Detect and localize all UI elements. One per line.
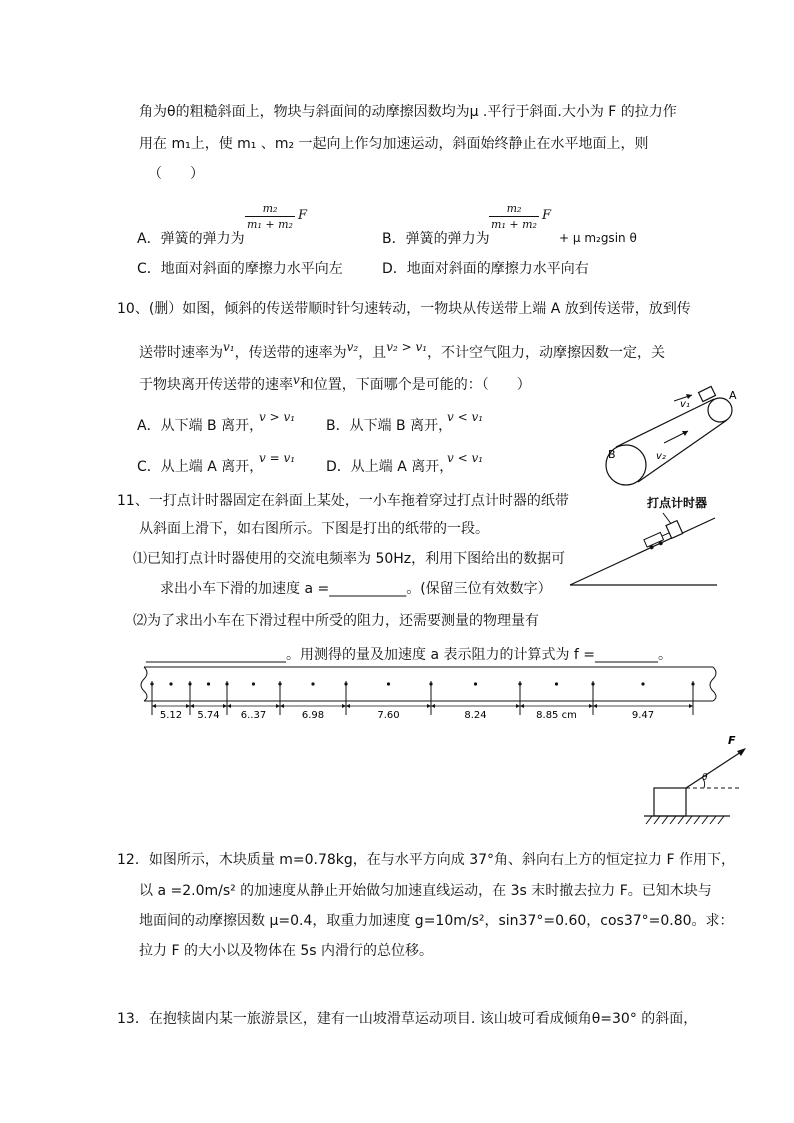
tape-right-edge xyxy=(710,667,716,701)
wooden-block xyxy=(654,788,686,816)
q9-option-d: D．地面对斜面的摩擦力水平向右 xyxy=(382,261,589,277)
segment-length-label: 5.74 xyxy=(197,710,220,721)
paper-tape xyxy=(662,533,669,536)
v2-symbol: v₂ xyxy=(346,340,359,354)
v1-symbol: v₁ xyxy=(223,340,235,354)
segment-arrowhead xyxy=(520,704,524,708)
fraction-numerator: m₂ xyxy=(506,202,522,215)
segment-arrowhead xyxy=(431,704,435,708)
q10-line3: 于物块离开传送带的速率v和位置，下面哪个是可能的：（ ） xyxy=(139,373,531,393)
tape-dot xyxy=(169,682,172,685)
q9-option-a-fraction xyxy=(245,203,295,230)
q12-line4: 拉力 F 的大小以及物体在 5s 内滑行的总位移。 xyxy=(139,943,434,959)
q10-option-a-math: v > v₁ xyxy=(259,410,296,424)
paper-tape-diagram xyxy=(140,665,720,725)
label-v2: v₂ xyxy=(656,451,666,462)
q9-answer-paren: （ ） xyxy=(148,166,204,182)
tape-dot xyxy=(207,682,210,685)
q10-line1: 10、(删）如图，倾斜的传送带顺时针匀速转动，一物块从传送带上端 A 放到传送带，放到传 xyxy=(117,301,691,317)
q11-part1-line2: 求出小车下滑的加速度 a =___________。(保留三位有效数字） xyxy=(160,581,552,597)
tape-dot xyxy=(387,682,390,685)
label-v1: v₁ xyxy=(680,399,690,410)
ground-hatching xyxy=(646,816,724,824)
q11-part1-line1: ⑴已知打点计时器使用的交流电频率为 50Hz，利用下图给出的数据可 xyxy=(133,551,566,567)
q9-option-b-fraction xyxy=(489,203,539,230)
q10-option-a: A．从下端 B 离开， xyxy=(137,418,264,434)
q10-option-d: D．从上端 A 离开， xyxy=(326,459,454,475)
segment-arrowhead xyxy=(276,704,280,708)
segment-arrowhead xyxy=(516,704,520,708)
tape-dot xyxy=(252,682,255,685)
segment-arrowhead xyxy=(689,704,693,708)
incline-timer-diagram xyxy=(565,493,725,593)
segment-arrowhead xyxy=(427,704,431,708)
segment-length-label: 6.98 xyxy=(301,710,325,721)
segment-arrowhead xyxy=(593,704,597,708)
q11-line2: 从斜面上滑下，如右图所示。下图是打出的纸带的一段。 xyxy=(139,521,489,537)
segment-arrowhead xyxy=(280,704,284,708)
fraction-numerator: m₂ xyxy=(262,202,278,215)
tape-dot xyxy=(311,682,314,685)
q9-line2: 用在 m₁上，使 m₁ 、m₂ 一起向上作匀加速运动，斜面始终静止在水平地面上，则 xyxy=(139,136,649,152)
fraction-denominator: m₁ + m₂ xyxy=(491,218,537,231)
segment-arrowhead xyxy=(589,704,593,708)
q9-option-b-extra: + μ m₂gsin θ xyxy=(559,231,637,245)
q9-option-b-force: F xyxy=(542,208,552,223)
segment-length-label: 8.24 xyxy=(464,710,487,721)
segment-length-label: 7.60 xyxy=(377,710,400,721)
q9-option-a-force: F xyxy=(298,208,308,223)
segment-arrowhead xyxy=(186,704,190,708)
label-b: B xyxy=(608,448,616,461)
segment-arrowhead xyxy=(190,704,194,708)
q10-line2: 送带时速率为v₁，传送带的速率为v₂，且v₂ > v₁，不计空气阻力，动摩擦因数一定，关 xyxy=(139,340,666,361)
segment-length-label: 9.47 xyxy=(631,710,655,721)
tape-dot xyxy=(474,682,477,685)
q11-part2-line1: ⑵为了求出小车在下滑过程中所受的阻力，还需要测量的物理量有 xyxy=(133,613,539,629)
force-arrowhead xyxy=(737,748,746,756)
segment-arrowhead xyxy=(152,704,156,708)
q12-line3: 地面间的动摩擦因数 μ=0.4，取重力加速度 g=10m/s²，sin37°=0.60，cos37°=0.80。求： xyxy=(139,913,734,929)
q10-option-c-math: v = v₁ xyxy=(259,451,296,465)
q9-option-a: A．弹簧的弹力为 xyxy=(137,231,245,247)
conveyor-belt-diagram xyxy=(590,385,750,495)
segment-length-label: 8.85 cm xyxy=(536,710,577,721)
tape-dot xyxy=(641,682,644,685)
q11-line1: 11、一打点计时器固定在斜面上某处，一小车拖着穿过打点计时器的纸带 xyxy=(117,493,569,509)
q9-line1: 角为θ的粗糙斜面上，物块与斜面间的动摩擦因数均为μ .平行于斜面.大小为 F 的拉力作 xyxy=(139,104,677,120)
block-force-diagram xyxy=(640,732,760,832)
tape-dot xyxy=(555,682,558,685)
segment-arrowhead xyxy=(342,704,346,708)
q11-part2-line2: ____________________。用测得的量及加速度 a 表示阻力的计算式为 f =_________。 xyxy=(146,647,673,663)
timer xyxy=(666,521,683,539)
segment-length-label: 6..37 xyxy=(240,710,267,721)
q9-option-c: C．地面对斜面的摩擦力水平向左 xyxy=(137,261,343,277)
incline-slope xyxy=(570,518,715,585)
q9-option-b: B．弹簧的弹力为 xyxy=(382,231,490,247)
timer-label: 打点计时器 xyxy=(647,496,708,510)
q10-option-b: B．从下端 B 离开， xyxy=(326,418,453,434)
segment-arrowhead xyxy=(223,704,227,708)
fraction-denominator: m₁ + m₂ xyxy=(247,218,293,231)
q10-option-d-math: v < v₁ xyxy=(447,451,484,465)
q12-line2: 以 a =2.0m/s² 的加速度从静止开始做匀加速直线运动，在 3s 末时撤去拉力 F。已知木块与 xyxy=(139,883,712,899)
tape-left-edge xyxy=(141,667,147,701)
q10-option-b-math: v < v₁ xyxy=(447,410,484,424)
segment-arrowhead xyxy=(346,704,350,708)
cart-and-timer xyxy=(642,521,683,551)
segment-arrowhead xyxy=(227,704,231,708)
segment-length-label: 5.12 xyxy=(159,710,183,721)
q10-option-c: C．从上端 A 离开， xyxy=(137,459,264,475)
force-label: F xyxy=(728,734,736,747)
q12-line1: 12．如图所示，木块质量 m=0.78kg，在与水平方向成 37°角、斜向右上方的恒定拉力 F 作用下， xyxy=(117,852,736,868)
q13-line1: 13．在抱犊崮内某一旅游景区，建有一山坡滑草运动项目. 该山坡可看成倾角θ=30° 的斜面， xyxy=(117,1011,698,1027)
v-symbol: v xyxy=(293,373,300,387)
force-vector xyxy=(686,750,744,788)
theta-label: θ xyxy=(702,773,708,783)
label-a: A xyxy=(729,389,737,402)
speed-condition: v₂ > v₁ xyxy=(386,340,428,354)
